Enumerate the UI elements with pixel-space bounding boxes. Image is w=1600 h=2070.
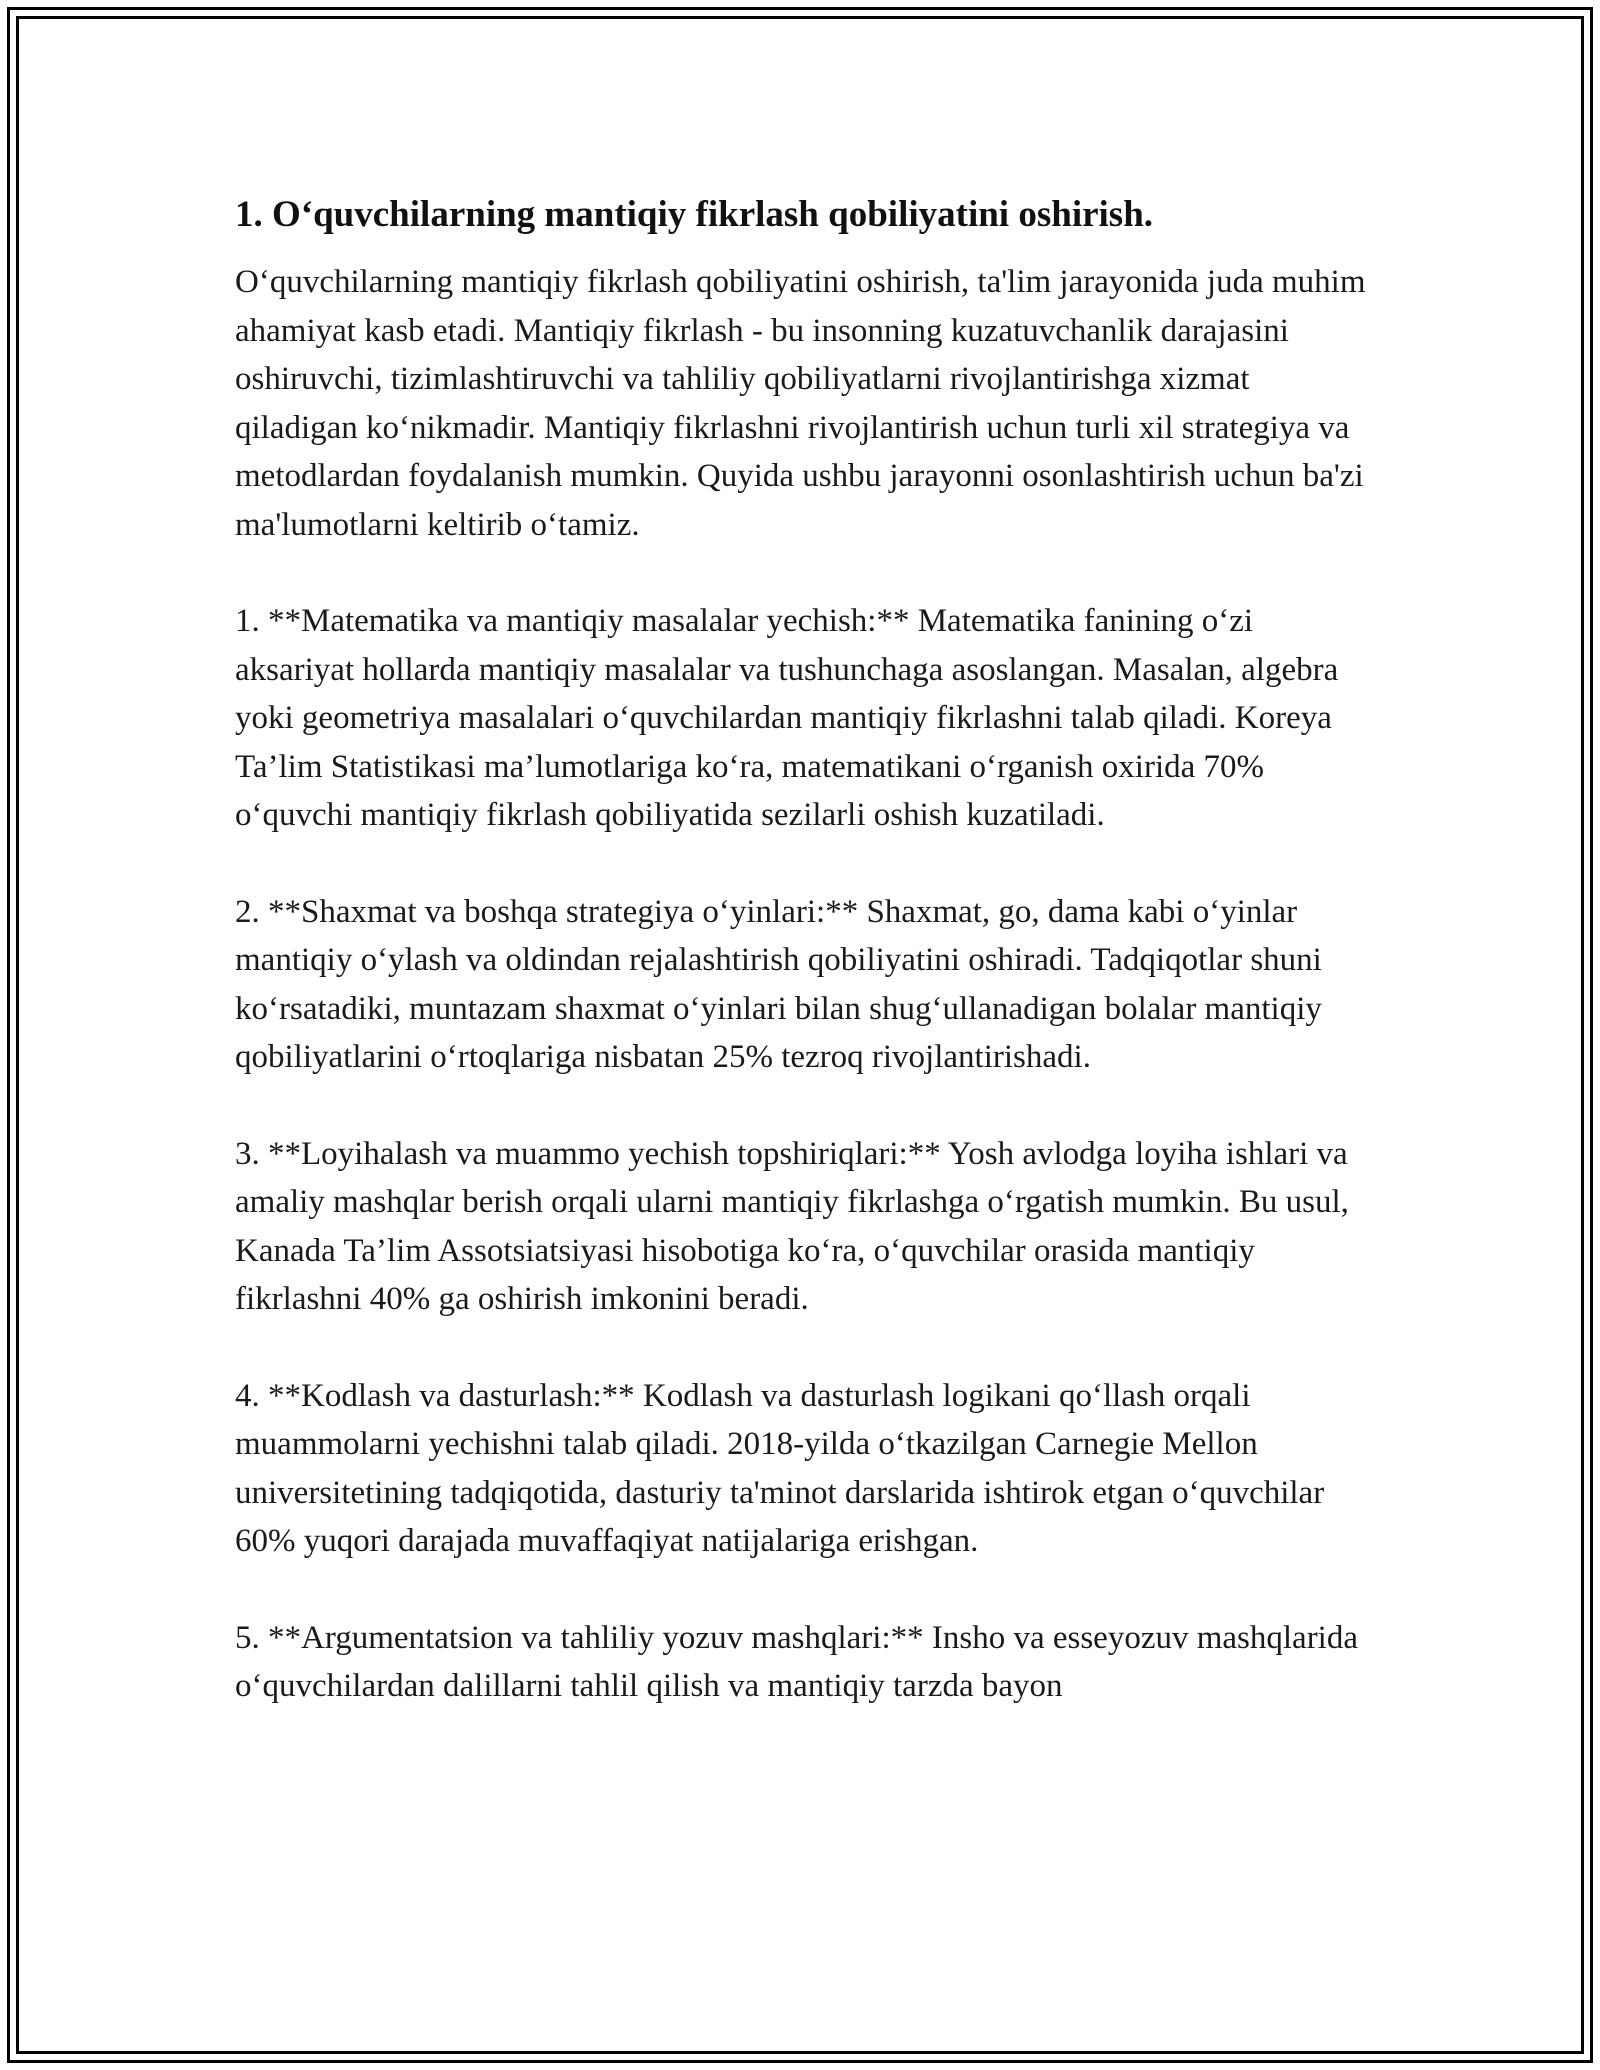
- paragraph-item-3: 3. **Loyihalash va muammo yechish topshiriqlari:** Yosh avlodga loyiha ishlari va amaliy mashqlar berish orqali ularni mantiqiy fikrlashga o‘rgatish mumkin. Bu usul, Kanada Ta’lim Assotsiatsiyasi hisobotiga ko‘ra, o‘quvchilar orasida mantiqiy fikrlashni 40% ga oshirish imkonini beradi.: [235, 1135, 1349, 1317]
- intro-paragraph: O‘quvchilarning mantiqiy fikrlash qobiliyatini oshirish, ta'lim jarayonida juda muhim ahamiyat kasb etadi. Mantiqiy fikrlash - bu insonning kuzatuvchanlik darajasini oshiruvchi, tizimlashtiruvchi va tahliliy qobiliyatlarni rivojlantirishga xizmat qiladigan ko‘nikmadir. Mantiqiy fikrlashni rivojlantirish uchun turli xil strategiya va metodlardan foydalanish mumkin. Quyida ushbu jarayonni osonlashtirish uchun ba'zi ma'lumotlarni keltirib o‘tamiz.: [235, 264, 1366, 543]
- paragraph-item-4: 4. **Kodlash va dasturlash:** Kodlash va dasturlash logikani qo‘llash orqali muammolarni yechishni talab qiladi. 2018-yilda o‘tkazilgan Carnegie Mellon universitetining tadqiqotida, dasturiy ta'minot darslarida ishtirok etgan o‘quvchilar 60% yuqori darajada muvaffaqiyat natijalariga erishgan.: [235, 1377, 1325, 1559]
- paragraph-item-5: 5. **Argumentatsion va tahliliy yozuv mashqlari:** Insho va esseyozuv mashqlarida o‘quvchilardan dalillarni tahlil qilish va mantiqiy tarzda bayon: [235, 1619, 1358, 1704]
- paragraph-item-1: 1. **Matematika va mantiqiy masalalar yechish:** Matematika fanining o‘zi aksariyat hollarda mantiqiy masalalar va tushunchaga asoslangan. Masalan, algebra yoki geometriya masalalari o‘quvchilardan mantiqiy fikrlashni talab qiladi. Koreya Ta’lim Statistikasi ma’lumotlariga ko‘ra, matematikani o‘rganish oxirida 70% o‘quvchi mantiqiy fikrlash qobiliyatida sezilarli oshish kuzatiladi.: [235, 603, 1339, 833]
- document-body: [235, 190, 1375, 1759]
- paragraph-item-2: 2. **Shaxmat va boshqa strategiya o‘yinlari:** Shaxmat, go, dama kabi o‘yinlar mantiqiy o‘ylash va oldindan rejalashtirish qobiliyatini oshiradi. Tadqiqotlar shuni ko‘rsatadiki, muntazam shaxmat o‘yinlari bilan shug‘ullanadigan bolalar mantiqiy qobiliyatlarini o‘rtoqlariga nisbatan 25% tezroq rivojlantirishadi.: [235, 893, 1322, 1075]
- document-title: 1. O‘quvchilarning mantiqiy fikrlash qobiliyatini oshirish.: [235, 194, 1154, 235]
